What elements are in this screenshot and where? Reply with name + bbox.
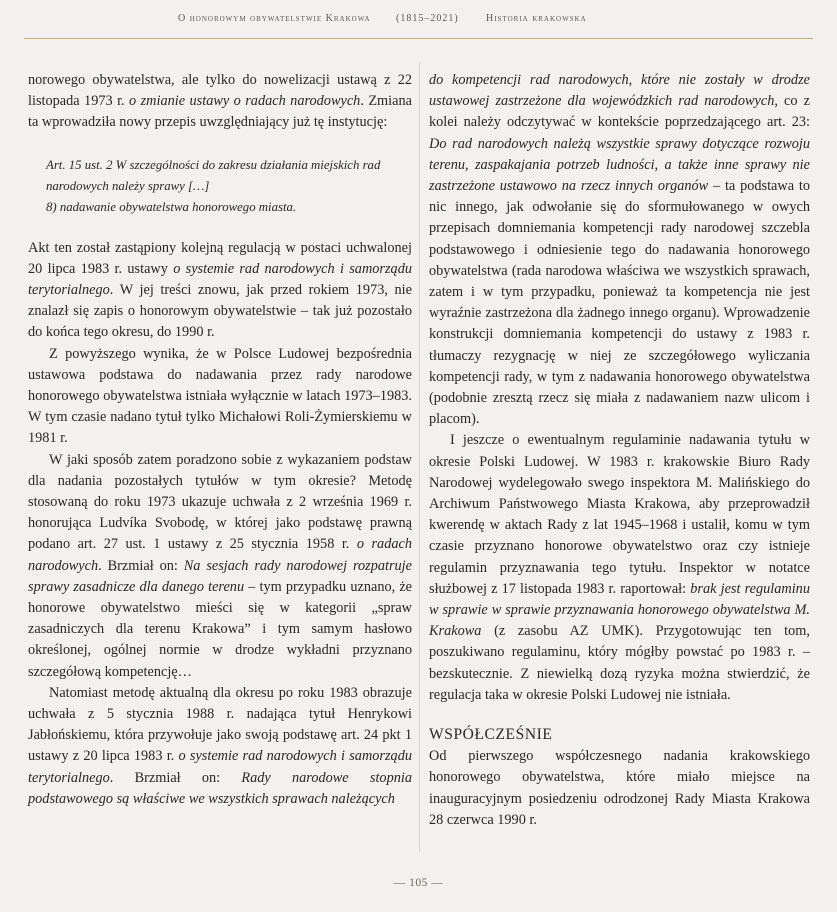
page-number: — 105 — [393,877,444,889]
text-run: . Zmiana ta wprowadziła nowy przepis uwzględniający już tę instytucję: [28,93,412,131]
italic-text-run: o systemie rad narodowych i samorządu terytorialnego [28,748,413,786]
text-run: norowego obywatelstwa, ale tylko do nowelizacji ustawą z 22 listopada 1973 r. [28,72,412,110]
running-header-series-title: Historia krakowska [486,13,587,24]
left-paragraph-2 [28,238,412,344]
text-run: . W jej treści znowu, jak przed rokiem 1973, nie znalazł się zapis o honorowym obywatelstwie – tak już pozostało do końca tego okresu, do 1990 r. [28,282,412,341]
statute-quote-line-2: 8) nadawanie obywatelstwa honorowego miasta. [46,199,297,214]
text-run: – tym przypadku uznano, że honorowe obywatelstwo mieści się w kategorii „spraw zasadniczych dla terenu Krakowa” i tym samym hasłowo określonej, ogólnej normie w drodze wykładni przyznano szczegółową kompetencję… [28,578,413,680]
left-paragraph-4 [28,450,412,683]
statute-quote [46,155,412,218]
text-run: Od pierwszego współczesnego nadania krakowskiego honorowego obywatelstwa, które miało miejsce na inauguracyjnym posiedzeniu odrodzonej Rady Miasta Krakowa 28 czerwca 1990 r. [429,748,810,828]
italic-text-run: brak jest regulaminu w sprawie w sprawie przyznawania honorowego obywatelstwa M. Krakowa [429,580,810,640]
italic-text-run: o radach narodowych [28,536,412,574]
text-run: . Brzmiał on: [98,557,184,574]
text-run: I jeszcze o ewentualnym regulaminie nadawania tytułu w okresie Polski Ludowej. W 1983 r. krakowskie Biuro Rady Narodowej wydelegowało swego inspektora M. Malińskiego do Archiwum Państwowego Miasta Krakowa, aby przeprowadził kwerendę w aktach Rady z lat 1945–1968 i ustalił, komu w tym czasie przyznano honorowe obywatelstwo oraz czy istnieje regulamin przyznawania tego tytułu. Inspektor w notatce służbowej z 17 listopada 1983 r. raportował: [429,432,810,597]
right-paragraph-2 [429,430,810,706]
text-run: Natomiast metodę aktualną dla okresu po roku 1983 obrazuje uchwała z 5 stycznia 1988 r. nadająca tytuł Henrykowi Jabłońskiemu, która przywołuje jako swoją podstawę art. 24 pkt 1 ustawy z 20 lipca 1983 r. [28,684,412,765]
text-run: – ta podstawa to nic innego, jak odwołanie się do sformułowanego w owych przepisach domniemania kompetencji rady narodowej szczebla podstawowego i odniesienie tego do nadawania honorowego obywatelstwa (rada narodowa właściwa we wszystkich sprawach, zatem i w tym przypadku, ponieważ ta kompetencja nie jest wyraźnie zastrzeżona dla żadnego innego organu). Wprowadzenie konstrukcji domniemania kompetencji do ustawy z 1983 r. tłumaczy rezygnację w niej ze szczegółowego wyliczania kompetencji rady, w tym z nadawania honorowego obywatelstwa (podobnie zresztą rzecz się miała z nadawaniem nazw ulicom i placom). [429,178,810,428]
running-header-book-title: O honorowym obywatelstwie Krakowa [178,13,371,24]
italic-text-run: Do rad narodowych należą wszystkie sprawy dotyczące rozwoju terenu, zaspakajania potrzeb ludności, a także inne sprawy nie zastrzeżone ustawowo na rzecz innych organów [429,135,810,195]
left-column [28,70,412,810]
right-column [429,70,810,831]
right-paragraph-1 [429,70,810,430]
left-paragraph-1 [28,70,412,134]
section-heading: WSPÓŁCZEŚNIE [429,726,553,744]
italic-text-run: o zmianie ustawy o radach narodowych [129,93,361,110]
text-run: (z zasobu AZ UMK). Przygotowując ten tom, poszukiwano regulaminu, który mógłby powstać po 1983 r. – bezskutecznie. Z niewielką dozą ryzyka można stwierdzić, że regulacja taka w okresie Polski Ludowej nie istniała. [429,623,810,703]
left-paragraph-5 [28,683,412,810]
running-header-date-range: (1815–2021) [396,13,459,24]
running-header [0,13,837,33]
left-paragraph-3 [28,344,412,450]
right-paragraph-3 [429,746,810,831]
italic-text-run: o systemie rad narodowych i samorządu terytorialnego [28,260,412,299]
statute-quote-line-1: Art. 15 ust. 2 W szczególności do zakresu działania miejskich rad narodowych należy sprawy […] [46,157,381,193]
italic-text-run: Rady narodowe stopnia podstawowego są właściwe we wszystkich sprawach należących [28,769,412,807]
text-run: Akt ten został zastąpiony kolejną regulacją w postaci uchwalonej 20 lipca 1983 r. ustawy [28,239,412,277]
header-rule [24,38,813,39]
column-divider [419,62,420,852]
text-run: . Brzmiał on: [109,769,242,786]
italic-text-run: Na sesjach rady narodowej rozpatruje sprawy zasadnicze dla danego terenu [28,557,412,595]
text-run: W jaki sposób zatem poradzono sobie z wykazaniem podstaw dla nadania pozostałych tytułów w tym okresie? Metodę stosowaną do roku 1973 ukazuje uchwała z 2 września 1969 r. honorująca Ludvíka Svobodę, w której jako podstawę prawną podano art. 27 ust. 1 ustawy z 25 stycznia 1958 r. [28,451,412,553]
text-run: , co z kolei należy odczytywać w kontekście poprzedzającego art. 23: [429,93,810,131]
text-run: Z powyższego wynika, że w Polsce Ludowej bezpośrednia ustawowa podstawa do nadawania przez rady narodowe honorowego obywatelstwa istniała wyłącznie w latach 1973–1983. W tym czasie nadano tytuł tylko Michałowi Roli-Żymierskiemu w 1981 r. [28,345,412,447]
italic-text-run: do kompetencji rad narodowych, które nie zostały w drodze ustawowej zastrzeżone dla wojewódzkich rad narodowych [429,72,810,110]
